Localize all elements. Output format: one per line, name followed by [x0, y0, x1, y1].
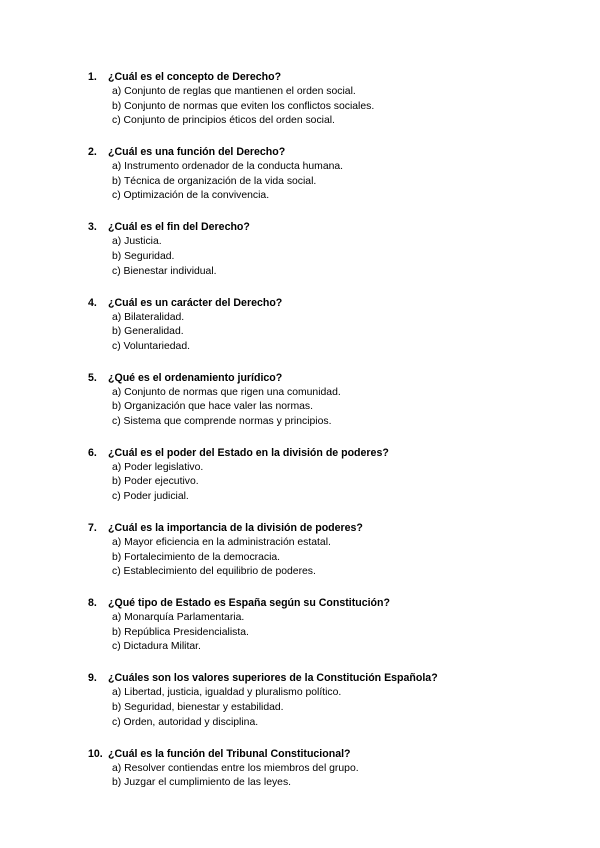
answer-option: b) Seguridad.: [112, 250, 175, 262]
answer-option: c) Voluntariedad.: [112, 340, 190, 352]
answer-option: a) Instrumento ordenador de la conducta humana.: [112, 161, 344, 173]
answer-option: a) Libertad, justicia, igualdad y pluralismo político.: [112, 687, 342, 699]
answer-option: c) Sistema que comprende normas y principios.: [112, 415, 332, 427]
question-number: 7.: [88, 522, 97, 535]
answer-option: a) Mayor eficiencia en la administración estatal.: [112, 537, 331, 549]
answer-option: a) Monarquía Parlamentaria.: [112, 612, 245, 624]
question-number: 9.: [88, 672, 97, 685]
question-item: [88, 296, 568, 355]
answer-option: c) Poder judicial.: [112, 491, 189, 503]
question-item: [88, 220, 568, 279]
question-heading: [88, 671, 568, 686]
question-number: 5.: [88, 371, 97, 384]
question-item: [88, 521, 568, 580]
answer-option: b) Generalidad.: [112, 326, 184, 338]
question-item: [88, 446, 568, 505]
question-number: 3.: [88, 221, 97, 234]
question-number: 4.: [88, 296, 97, 309]
question-heading: [88, 446, 568, 461]
answer-option: b) Técnica de organización de la vida social.: [112, 175, 317, 187]
answer-option: b) Juzgar el cumplimiento de las leyes.: [112, 777, 292, 789]
answer-option: c) Establecimiento del equilibrio de poderes.: [112, 566, 316, 578]
question-text: ¿Cuál es la importancia de la división de poderes?: [108, 522, 363, 535]
question-number: 8.: [88, 597, 97, 610]
question-number: 1.: [88, 71, 97, 83]
question-item: [88, 70, 568, 129]
answer-option: b) República Presidencialista.: [112, 626, 249, 638]
question-number: 2.: [88, 146, 97, 159]
answer-option: b) Poder ejecutivo.: [112, 476, 199, 488]
question-number: 10.: [88, 747, 103, 760]
question-heading: [88, 70, 568, 85]
question-heading: [88, 296, 568, 311]
question-text: ¿Cuál es el poder del Estado en la división de poderes?: [108, 446, 389, 459]
answer-option: c) Orden, autoridad y disciplina.: [112, 716, 259, 728]
question-item: [88, 747, 568, 791]
answer-option: c) Dictadura Militar.: [112, 641, 201, 653]
answer-option: c) Optimización de la convivencia.: [112, 190, 270, 202]
answer-option: b) Fortalecimiento de la democracia.: [112, 551, 281, 563]
question-heading: [88, 521, 568, 536]
question-item: [88, 145, 568, 204]
question-text: ¿Cuáles son los valores superiores de la Constitución Española?: [108, 672, 438, 685]
answer-option: c) Conjunto de principios éticos del orden social.: [112, 115, 335, 127]
question-list: [88, 70, 568, 807]
question-text: ¿Cuál es una función del Derecho?: [108, 146, 286, 159]
question-heading: [88, 596, 568, 611]
answer-option: a) Justicia.: [112, 236, 162, 248]
question-item: [88, 671, 568, 730]
answer-option: b) Seguridad, bienestar y estabilidad.: [112, 701, 284, 713]
question-text: ¿Cuál es el concepto de Derecho?: [108, 71, 282, 83]
question-heading: [88, 145, 568, 160]
question-heading: [88, 220, 568, 235]
answer-option: a) Bilateralidad.: [112, 311, 185, 323]
question-item: [88, 371, 568, 430]
answer-option: c) Bienestar individual.: [112, 265, 217, 277]
answer-option: b) Organización que hace valer las normas.: [112, 401, 313, 413]
question-heading: [88, 371, 568, 386]
question-text: ¿Cuál es la función del Tribunal Constitucional?: [108, 747, 351, 760]
question-number: 6.: [88, 446, 97, 459]
answer-option: a) Poder legislativo.: [112, 461, 204, 473]
question-text: ¿Qué es el ordenamiento jurídico?: [108, 371, 283, 384]
answer-option: a) Conjunto de normas que rigen una comunidad.: [112, 386, 341, 398]
question-text: ¿Qué tipo de Estado es España según su Constitución?: [108, 597, 390, 610]
answer-option: a) Conjunto de reglas que mantienen el orden social.: [112, 86, 356, 97]
question-item: [88, 596, 568, 655]
question-text: ¿Cuál es el fin del Derecho?: [108, 221, 250, 234]
answer-option: b) Conjunto de normas que eviten los conflictos sociales.: [112, 100, 375, 112]
question-text: ¿Cuál es un carácter del Derecho?: [108, 296, 283, 309]
answer-option: a) Resolver contiendas entre los miembros del grupo.: [112, 762, 359, 774]
question-heading: [88, 747, 568, 762]
